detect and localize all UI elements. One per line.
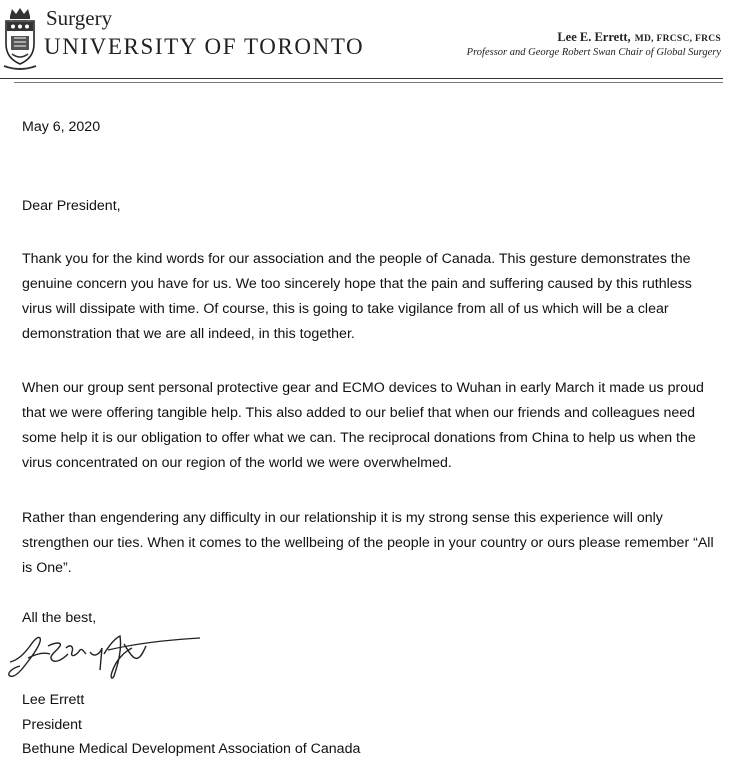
signature-organization: Bethune Medical Development Association of Canada: [22, 741, 361, 757]
handwritten-signature: [4, 624, 204, 686]
letter-date: May 6, 2020: [22, 119, 101, 135]
signature-name: Lee Errett: [22, 692, 85, 708]
signer-title: Professor and George Robert Swan Chair of Global Surgery: [466, 47, 721, 58]
letter-closing: All the best,: [22, 610, 97, 626]
signer-credentials: MD, FRCSC, FRCS: [634, 34, 721, 44]
letterhead: [0, 0, 729, 86]
letterhead-rule-secondary: [14, 82, 723, 83]
letter-salutation: Dear President,: [22, 198, 121, 214]
university-name: UNIVERSITY OF TORONTO: [44, 34, 365, 59]
department-name: Surgery: [46, 6, 113, 30]
letterhead-signer: [467, 28, 721, 60]
letter-paragraph-2: When our group sent personal protective gear and ECMO devices to Wuhan in early March it made us proud that we were offering tangible help. This also added to our belief that when our friends and colleagues need some help it is our obligation to offer what we can. The reciprocal donations from China to help us when the virus concentrated on our region of the world we were overwhelmed.: [22, 380, 704, 471]
university-crest-icon: [2, 6, 38, 72]
signature-title: President: [22, 716, 82, 733]
letter-paragraph-1: Thank you for the kind words for our association and the people of Canada. This gesture demonstrates the genuine concern you have for us. We too sincerely hope that the pain and suffering caused by this ruthless virus will dissipate with time. Of course, this is going to take vigilance from all of us which will be a clear demonstration that we are all indeed, in this together.: [22, 251, 692, 342]
letter-paragraph-3: Rather than engendering any difficulty in our relationship it is my strong sense this experience will only strengthen our ties. When it comes to the wellbeing of the people in your country or ours please remember “All is One”.: [22, 510, 714, 576]
letterhead-rule: [0, 78, 723, 79]
signature-block: [22, 688, 360, 762]
signer-name: Lee E. Errett,: [557, 30, 631, 44]
